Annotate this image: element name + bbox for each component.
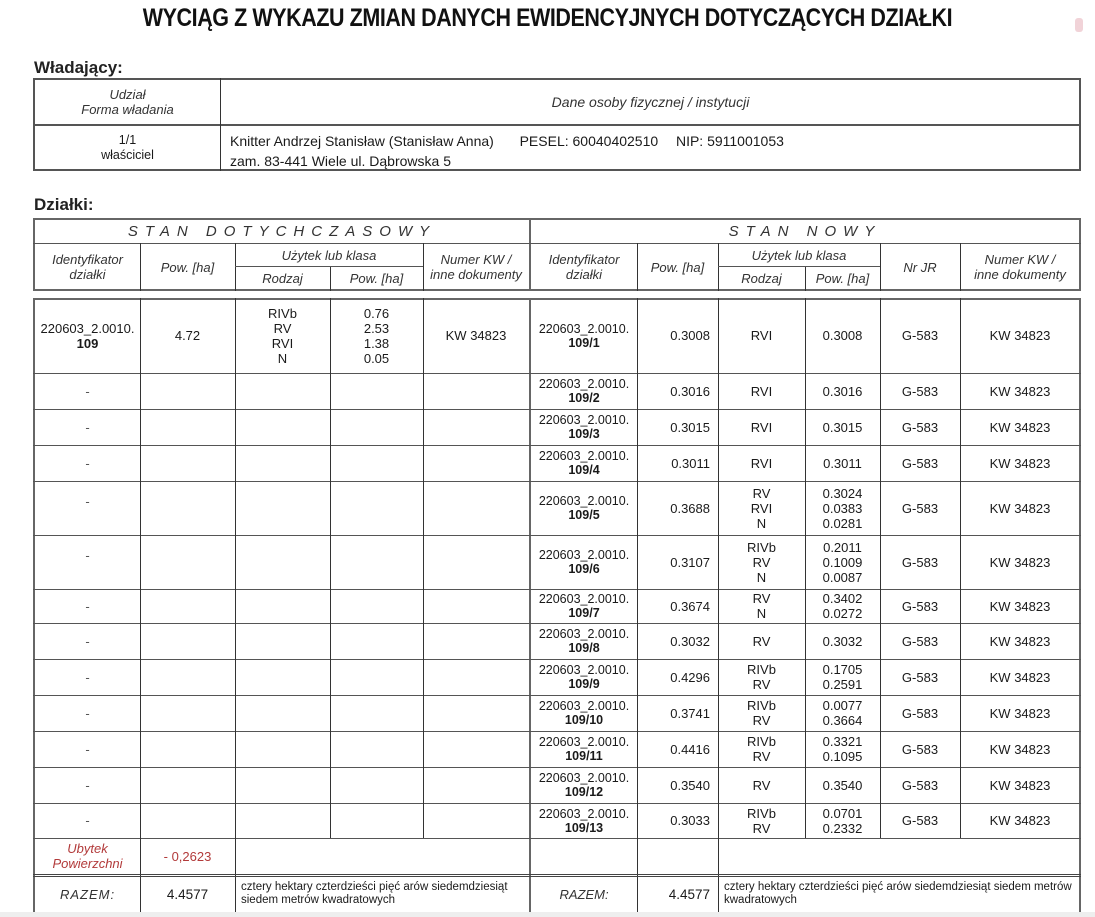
new-parcel-id — [531, 731, 637, 767]
new-use-types — [718, 695, 805, 731]
new-use-type: RV — [752, 820, 771, 836]
new-use-type: RV — [752, 554, 771, 570]
new-use-types — [718, 535, 805, 589]
owners-col-divider — [220, 78, 221, 171]
new-hdr-kw-line1: Numer KW / — [984, 252, 1056, 267]
new-use-type: RIVb — [747, 662, 776, 677]
new-use-area: 0.0272 — [822, 606, 863, 621]
new-use-areas — [805, 535, 880, 589]
old-hdr-use-area: Pow. [ha] — [349, 271, 404, 286]
new-jr: G-583 — [901, 705, 939, 721]
new-use-type: RVI — [750, 455, 773, 471]
owner-form: właściciel — [101, 148, 154, 162]
new-id-prefix: 220603_2.0010. — [538, 771, 630, 785]
new-use-area: 0.3015 — [822, 419, 863, 435]
new-hdr-id-line2: działki — [565, 267, 603, 282]
scan-stain — [1075, 18, 1083, 32]
new-use-type: RV — [752, 713, 771, 728]
new-id-prefix: 220603_2.0010. — [538, 699, 630, 713]
new-jr: G-583 — [901, 419, 939, 435]
old-use-types — [235, 298, 330, 373]
new-jr: G-583 — [901, 669, 939, 685]
old-use-type: RIVb — [268, 305, 297, 321]
owner-nip: NIP: 5911001053 — [675, 133, 784, 149]
new-kw: KW 34823 — [989, 419, 1051, 435]
new-id-number: 109/12 — [564, 785, 604, 799]
old-parcel-id-empty: - — [85, 669, 90, 685]
new-use-types — [718, 445, 805, 481]
new-use-area: 0.3008 — [822, 328, 863, 343]
new-use-area: 0.3011 — [823, 455, 862, 471]
new-id-number: 109/5 — [568, 508, 600, 522]
old-hdr-id — [35, 245, 140, 289]
new-id-number: 109/3 — [568, 427, 600, 441]
old-parcel-id-empty: - — [85, 705, 90, 721]
new-use-type: RV — [752, 591, 771, 606]
old-parcel-id-empty: - — [85, 547, 90, 563]
new-use-area: 0.3402 — [822, 591, 863, 606]
old-parcel-id-empty: - — [85, 598, 90, 614]
new-parcel-id — [531, 659, 637, 695]
old-use-type: RVI — [271, 335, 294, 351]
total-new-words: cztery hektary czterdzieści pięć arów siedemdziesiąt siedem metrów kwadratowych — [724, 881, 1072, 906]
total-new-label: RAZEM: — [559, 886, 609, 902]
owners-header-share-line2: Forma władania — [81, 102, 174, 117]
new-use-area: 0.0087 — [822, 569, 863, 585]
area-loss-label-line2: Powierzchni — [52, 856, 123, 871]
new-id-number: 109/7 — [568, 606, 600, 620]
new-id-number: 109/10 — [564, 713, 604, 727]
new-jr: G-583 — [901, 554, 939, 570]
new-use-type: N — [756, 515, 767, 531]
new-use-type: RVI — [750, 500, 773, 516]
old-id-prefix: 220603_2.0010. — [40, 320, 135, 336]
new-id-prefix: 220603_2.0010. — [538, 449, 630, 463]
owners-section-label: Władający: — [34, 58, 123, 77]
new-use-area: 0.2011 — [823, 539, 862, 555]
owner-name: Knitter Andrzej Stanisław (Stanisław Anna) — [230, 133, 494, 149]
total-new-value: 4.4577 — [668, 886, 710, 902]
new-use-type: RVI — [750, 328, 773, 343]
new-use-type: RVI — [750, 383, 773, 399]
old-use-area: 2.53 — [363, 320, 390, 336]
new-use-area: 0.3664 — [822, 713, 863, 728]
area-loss-label-line1: Ubytek — [67, 841, 108, 856]
area-loss-label — [35, 838, 140, 874]
new-use-area: 0.3321 — [822, 734, 863, 749]
old-hdr-area: Pow. [ha] — [160, 259, 215, 275]
new-use-areas — [805, 298, 880, 373]
new-use-types — [718, 659, 805, 695]
new-use-type: RV — [752, 633, 771, 649]
new-use-type: RIVb — [747, 734, 776, 749]
new-parcel-id — [531, 373, 637, 409]
new-id-number: 109/1 — [568, 335, 600, 350]
new-id-number: 109/2 — [568, 391, 600, 405]
new-use-type: RV — [752, 777, 771, 793]
owners-header-person: Dane osoby fizycznej / instytucji — [551, 93, 750, 110]
old-state-title: STAN DOTYCHCZASOWY — [127, 222, 437, 240]
new-kw: KW 34823 — [989, 813, 1051, 828]
new-use-types — [718, 298, 805, 373]
old-parcel-id-empty: - — [85, 813, 90, 828]
new-kw: KW 34823 — [989, 669, 1051, 685]
new-hdr-jr: Nr JR — [903, 259, 937, 275]
old-parcel-id-empty: - — [85, 383, 90, 399]
old-kw: KW 34823 — [445, 328, 507, 343]
new-use-areas — [805, 803, 880, 838]
new-use-type: RIVb — [747, 539, 776, 555]
new-parcel-area: 0.3011 — [671, 455, 710, 471]
new-use-areas — [805, 623, 880, 659]
old-parcel-id-empty: - — [85, 741, 90, 757]
new-use-types — [718, 409, 805, 445]
new-parcel-id — [531, 445, 637, 481]
new-use-types — [718, 481, 805, 535]
new-use-area: 0.1095 — [822, 749, 863, 764]
old-hdr-kw — [423, 245, 529, 289]
new-use-areas — [805, 731, 880, 767]
new-parcel-area: 0.3741 — [670, 705, 710, 721]
new-id-number: 109/13 — [564, 820, 604, 835]
header-row-divider — [33, 243, 1081, 244]
new-parcel-id — [531, 298, 637, 373]
new-use-areas — [805, 767, 880, 803]
new-hdr-area: Pow. [ha] — [650, 259, 705, 275]
total-old-label: RAZEM: — [59, 886, 116, 902]
owners-header-share — [35, 80, 220, 124]
new-hdr-use-group: Użytek lub klasa — [751, 247, 847, 263]
new-parcel-id — [531, 481, 637, 535]
new-parcel-id — [531, 589, 637, 623]
new-use-type: RV — [752, 749, 771, 764]
document-title: WYCIĄG Z WYKAZU ZMIAN DANYCH EWIDENCYJNYCH DOTYCZĄCYCH DZIAŁKI — [142, 4, 953, 32]
old-use-area: 0.05 — [363, 350, 390, 366]
new-parcel-area: 0.3032 — [670, 633, 710, 649]
new-id-prefix: 220603_2.0010. — [538, 663, 630, 677]
new-use-types — [718, 803, 805, 838]
new-id-number: 109/8 — [568, 641, 600, 655]
old-parcel-id — [35, 298, 140, 373]
new-use-area: 0.0383 — [822, 500, 863, 516]
new-parcel-id — [531, 767, 637, 803]
total-old-value: 4.4577 — [166, 886, 209, 902]
owner-details — [230, 131, 784, 171]
new-jr: G-583 — [901, 633, 939, 649]
new-use-areas — [805, 481, 880, 535]
new-jr: G-583 — [901, 500, 939, 516]
new-parcel-area: 0.3674 — [670, 598, 710, 614]
new-parcel-area: 0.3008 — [670, 328, 710, 343]
new-hdr-use-area: Pow. [ha] — [815, 271, 870, 286]
old-use-type: RV — [273, 320, 292, 336]
new-use-type: RVI — [750, 419, 773, 435]
new-jr: G-583 — [901, 741, 939, 757]
new-parcel-id — [531, 535, 637, 589]
new-use-types — [718, 767, 805, 803]
new-use-type: RIVb — [747, 805, 776, 821]
new-parcel-area: 0.3015 — [670, 419, 710, 435]
new-use-types — [718, 589, 805, 623]
scan-bottom-edge — [0, 912, 1095, 917]
new-id-prefix: 220603_2.0010. — [538, 806, 630, 821]
old-use-type: N — [277, 350, 288, 366]
new-state-title: STAN NOWY — [728, 222, 882, 240]
new-kw: KW 34823 — [989, 705, 1051, 721]
old-parcel-id-empty: - — [85, 455, 90, 471]
new-use-types — [718, 731, 805, 767]
new-id-prefix: 220603_2.0010. — [538, 494, 630, 508]
new-use-type: N — [756, 569, 767, 585]
new-kw: KW 34823 — [989, 455, 1051, 471]
new-kw: KW 34823 — [989, 383, 1051, 399]
old-col-divider — [423, 298, 424, 838]
new-parcel-area: 0.3033 — [670, 813, 710, 828]
parcels-section-label: Działki: — [34, 195, 94, 214]
new-use-area: 0.3032 — [822, 633, 863, 649]
new-parcel-id — [531, 803, 637, 838]
new-use-area: 0.2591 — [822, 677, 863, 692]
old-id-number: 109 — [76, 335, 99, 351]
new-id-prefix: 220603_2.0010. — [538, 548, 630, 562]
new-hdr-kw — [960, 245, 1080, 289]
area-loss-value: - 0,2623 — [163, 848, 212, 864]
owners-header-share-line1: Udział — [109, 87, 146, 102]
new-use-area: 0.3024 — [822, 485, 863, 501]
total-old-words: cztery hektary czterdzieści pięć arów siedemdziesiąt siedem metrów kwadratowych — [241, 881, 508, 906]
old-use-areas — [330, 298, 423, 373]
new-use-areas — [805, 659, 880, 695]
old-parcel-id-empty: - — [85, 633, 90, 649]
new-id-prefix: 220603_2.0010. — [538, 413, 630, 427]
new-hdr-use-type: Rodzaj — [741, 271, 782, 286]
owner-pesel: PESEL: 60040402510 — [519, 133, 659, 149]
new-kw: KW 34823 — [989, 554, 1051, 570]
new-use-area: 0.0281 — [822, 515, 863, 531]
new-kw: KW 34823 — [989, 633, 1051, 649]
new-use-areas — [805, 589, 880, 623]
new-id-prefix: 220603_2.0010. — [538, 735, 630, 749]
old-parcel-id-empty: - — [85, 777, 90, 793]
new-jr: G-583 — [901, 813, 939, 828]
new-id-prefix: 220603_2.0010. — [538, 627, 630, 641]
new-use-areas — [805, 373, 880, 409]
new-use-types — [718, 623, 805, 659]
old-hdr-kw-line1: Numer KW / — [440, 252, 512, 267]
new-parcel-area: 0.3016 — [670, 383, 710, 399]
old-col-divider — [235, 298, 236, 838]
old-hdr-id-line1: Identyfikator — [52, 252, 123, 267]
new-use-area: 0.3540 — [822, 777, 863, 793]
new-use-type: RV — [752, 485, 771, 501]
new-kw: KW 34823 — [989, 741, 1051, 757]
new-hdr-id-line1: Identyfikator — [548, 252, 620, 267]
old-hdr-kw-line2: inne dokumenty — [430, 267, 522, 282]
old-hdr-id-line2: działki — [69, 267, 106, 282]
new-use-type: RIVb — [747, 698, 776, 713]
new-hdr-kw-line2: inne dokumenty — [974, 267, 1066, 282]
old-parcel-area: 4.72 — [174, 328, 201, 343]
new-kw: KW 34823 — [989, 500, 1051, 516]
owner-address: zam. 83-441 Wiele ul. Dąbrowska 5 — [230, 153, 451, 169]
new-jr: G-583 — [901, 328, 939, 343]
new-jr: G-583 — [901, 777, 939, 793]
new-id-prefix: 220603_2.0010. — [538, 592, 630, 606]
new-use-type: RV — [752, 677, 771, 692]
new-id-prefix: 220603_2.0010. — [538, 377, 630, 391]
new-use-area: 0.0701 — [822, 805, 863, 821]
old-hdr-use-type: Rodzaj — [262, 271, 303, 286]
new-parcel-area: 0.3107 — [670, 554, 710, 570]
new-parcel-area: 0.4416 — [670, 741, 710, 757]
new-id-number: 109/11 — [565, 749, 603, 763]
old-hdr-use-group: Użytek lub klasa — [281, 247, 377, 263]
new-parcel-id — [531, 695, 637, 731]
new-parcel-id — [531, 409, 637, 445]
new-use-type: N — [756, 606, 767, 621]
new-id-prefix: 220603_2.0010. — [538, 321, 630, 336]
new-use-areas — [805, 409, 880, 445]
old-parcel-id-empty: - — [85, 419, 90, 435]
new-use-area: 0.1009 — [822, 554, 863, 570]
new-id-number: 109/4 — [568, 463, 600, 477]
new-kw: KW 34823 — [989, 777, 1051, 793]
new-use-area: 0.1705 — [822, 662, 863, 677]
new-use-area: 0.3016 — [822, 383, 863, 399]
old-col-divider — [330, 298, 331, 838]
new-use-area: 0.0077 — [822, 698, 863, 713]
new-use-areas — [805, 695, 880, 731]
new-kw: KW 34823 — [989, 598, 1051, 614]
new-use-area: 0.2332 — [822, 820, 863, 836]
new-id-number: 109/6 — [568, 562, 600, 576]
new-jr: G-583 — [901, 598, 939, 614]
old-use-area: 1.38 — [363, 335, 390, 351]
new-parcel-area: 0.3540 — [670, 777, 710, 793]
new-id-number: 109/9 — [568, 677, 600, 691]
old-use-area: 0.76 — [363, 305, 390, 321]
new-parcel-area: 0.4296 — [670, 669, 710, 685]
new-parcel-area: 0.3688 — [670, 500, 710, 516]
new-parcel-id — [531, 623, 637, 659]
new-kw: KW 34823 — [989, 328, 1051, 343]
new-use-areas — [805, 445, 880, 481]
new-jr: G-583 — [901, 455, 939, 471]
owners-row-share — [35, 126, 220, 170]
old-col-divider — [140, 298, 141, 838]
new-jr: G-583 — [901, 383, 939, 399]
old-parcel-id-empty: - — [85, 493, 90, 509]
new-hdr-id — [531, 245, 637, 289]
new-use-types — [718, 373, 805, 409]
owner-share: 1/1 — [118, 133, 137, 147]
